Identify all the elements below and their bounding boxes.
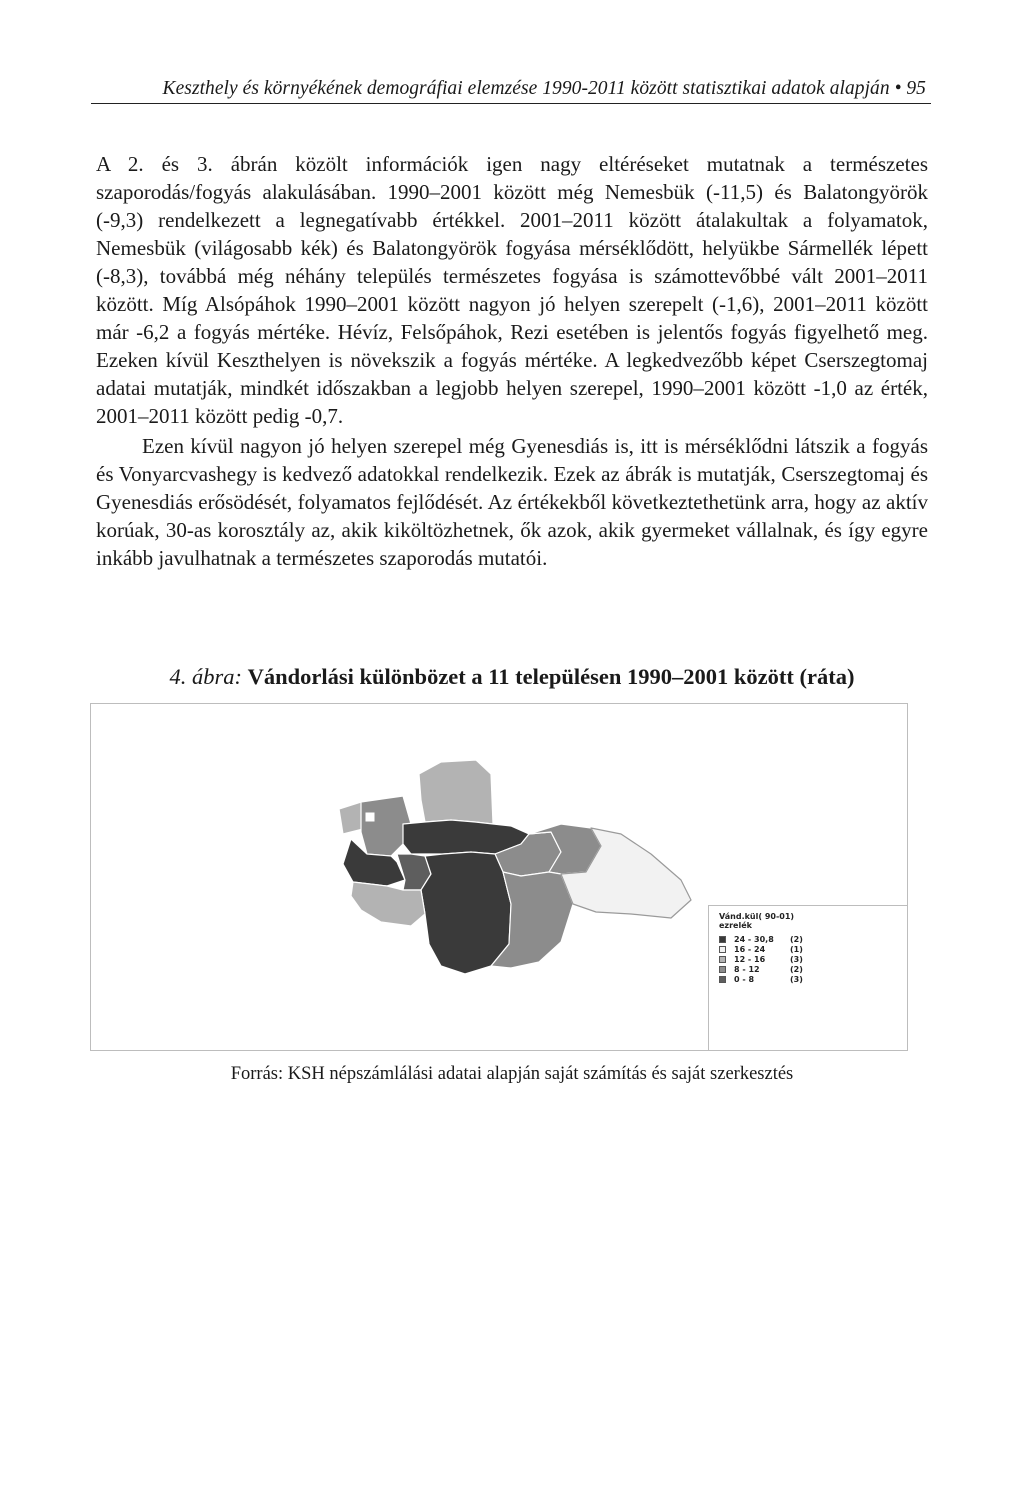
legend-item — [719, 954, 908, 964]
legend-swatch — [719, 966, 726, 973]
legend-range: 16 - 24 — [734, 944, 766, 954]
legend-count: (3) — [790, 954, 803, 964]
legend-item — [719, 974, 908, 984]
legend-count: (2) — [790, 964, 803, 974]
legend-swatch — [719, 976, 726, 983]
paragraph-1: A 2. és 3. ábrán közölt információk igen nagy eltéréseket mutatnak a természetes szaporodás/fogyás alakulásában. 1990–2001 között még Nemesbük (-11,5) és Balatongyörök (-9,3) rendelkezett a legnegatívabb értékkel. 2001–2011 között átalakultak a folyamatok, Nemesbük (világosabb kék) és Balatongyörök fogyása mérséklődött, helyükbe Sármellék lépett (-8,3), továbbá még néhány település természetes fogyása is számottevőbbé vált 2001–2011 között. Míg Alsópáhok 1990–2001 között nagyon jó helyen szerepelt (-1,6), 2001–2011 között már -6,2 a fogyás mértéke. Hévíz, Felsőpáhok, Rezi esetében is jelentős fogyás figyelhető meg. Ezeken kívül Keszthelyen is növekszik a fogyás mértéke. A legkedvezőbb képet Cserszegtomaj adatai mutatják, mindkét időszakban a legjobb helyen szerepel, 1990–2001 között -1,0 az érték, 2001–2011 között pedig -0,7. — [96, 152, 928, 428]
header-rule — [91, 103, 931, 104]
legend-range: 8 - 12 — [734, 964, 760, 974]
legend-swatch — [719, 936, 726, 943]
legend-item — [719, 934, 908, 944]
paragraph-2: Ezen kívül nagyon jó helyen szerepel még Gyenesdiás is, itt is mérséklődni látszik a fogyás és Vonyarcvashegy is kedvező adatokkal rendelkezik. Ezek az ábrák is mutatják, Cserszegtomaj és Gyenesdiás erősödését, folyamatos fejlődését. Az értékekből következtethetünk arra, hogy az aktív korúak, 30-as korosztály az, akik kiköltözhetnek, ők azok, akik gyermeket vállalnak, és így egyre inkább javulhatnak a természetes szaporodás mutatói. — [96, 434, 928, 570]
legend-swatch — [719, 956, 726, 963]
running-header: Keszthely és környékének demográfiai elemzése 1990-2011 között statisztikai adatok alapján • 95 — [162, 78, 926, 99]
figure-caption — [96, 664, 928, 690]
legend-title: Vánd.kül( 90-01) — [719, 912, 795, 921]
legend-swatch — [719, 946, 726, 953]
region-central-dark — [421, 852, 511, 974]
legend-item — [719, 944, 908, 954]
legend-count: (2) — [790, 934, 803, 944]
region-north — [419, 760, 493, 824]
figure-title: Vándorlási különbözet a 11 településen 1990–2001 között (ráta) — [247, 664, 855, 689]
legend-range: 12 - 16 — [734, 954, 766, 964]
legend-range: 24 - 30,8 — [734, 934, 774, 944]
legend-count: (3) — [790, 974, 803, 984]
figure-source: Forrás: KSH népszámlálási adatai alapján saját számítás és saját szerkesztés — [230, 1064, 794, 1084]
legend-item — [719, 964, 908, 974]
map-enclave — [365, 812, 375, 822]
map-figure — [90, 703, 908, 1051]
map-legend — [708, 905, 908, 1051]
figure-number: 4. ábra: — [169, 664, 242, 689]
legend-count: (1) — [790, 944, 803, 954]
body-text — [96, 150, 928, 572]
region-west-small — [339, 802, 363, 834]
legend-range: 0 - 8 — [734, 974, 755, 984]
legend-subtitle: ezrelék — [719, 921, 752, 930]
